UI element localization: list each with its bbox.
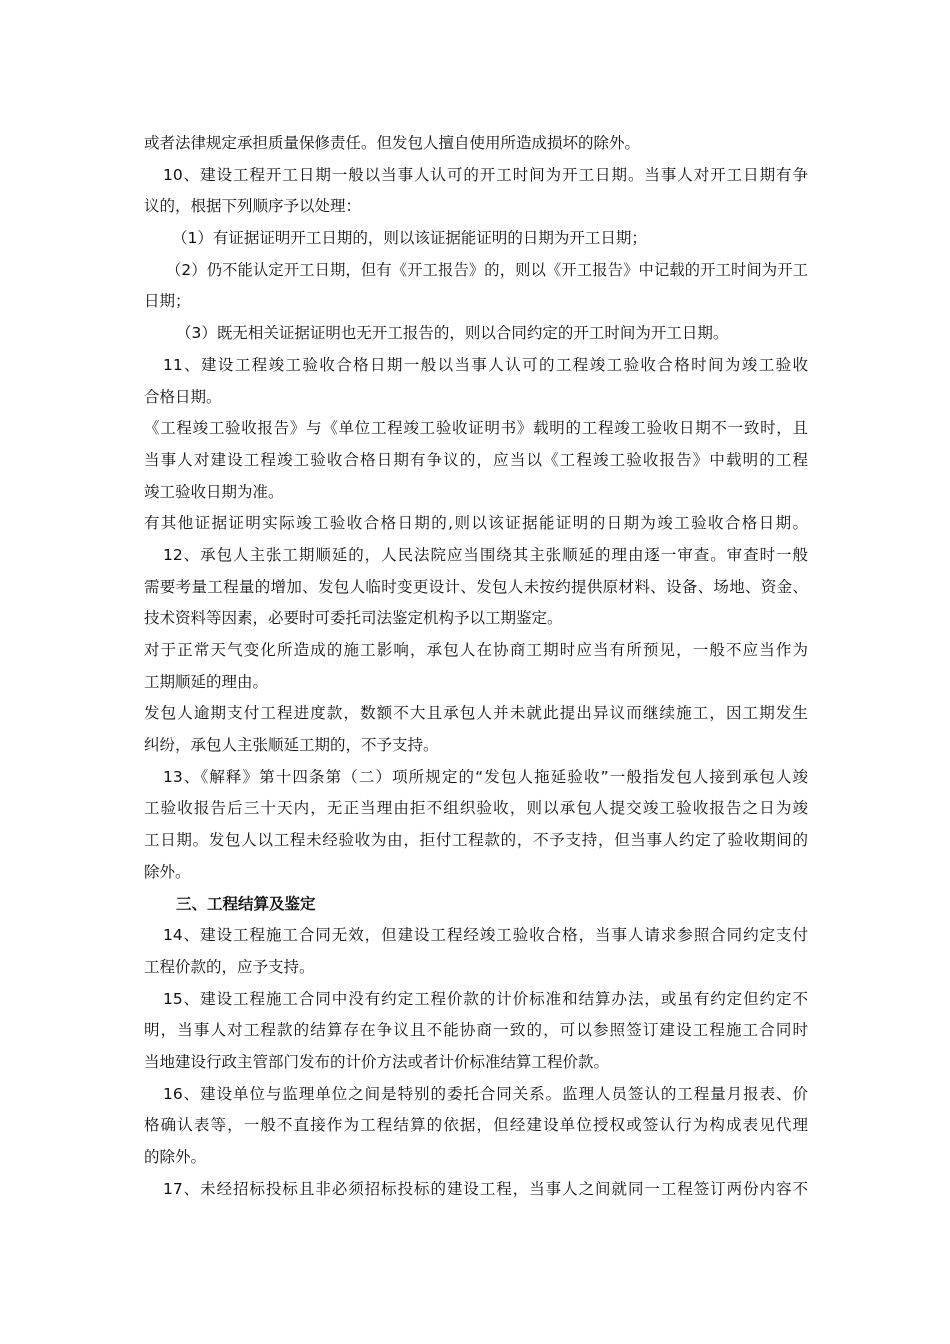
paragraph-12-line: 12、承包人主张工期顺延的，人民法院应当围绕其主张顺延的理由逐一审查。审查时一般 [163,545,808,564]
text-line: 合格日期。 [144,387,222,406]
text-line: 日期； [144,292,191,311]
text-line: 明，当事人对工程款的结算存在争议且不能协商一致的，可以参照签订建设工程施工合同时 [144,1021,808,1040]
text-line: 除外。 [144,862,191,881]
document-body [144,128,808,1205]
text-line: 发包人逾期支付工程进度款，数额不大且承包人并未就此提出异议而继续施工，因工期发生 [144,704,808,723]
text-line: 工验收报告后三十天内，无正当理由拒不组织验收，则以承包人提交竣工验收报告之日为竣 [144,799,808,818]
paragraph-16-line: 16、建设单位与监理单位之间是特别的委托合同关系。监理人员签认的工程量月报表、价 [163,1084,808,1103]
text-line: 或者法律规定承担质量保修责任。但发包人擅自使用所造成损坏的除外。 [144,134,641,152]
text-line: 技术资料等因素，必要时可委托司法鉴定机构予以工期鉴定。 [144,609,563,628]
paragraph-11-line: 11、建设工程竣工验收合格日期一般以当事人认可的工程竣工验收合格时间为竣工验收 [163,355,808,374]
text-line: 议的，根据下列顺序予以处理： [144,197,362,216]
text-line: 当地建设行政主管部门发布的计价方法或者计价标准结算工程价款。 [144,1052,610,1071]
paragraph-10-line: 10、建设工程开工日期一般以当事人认可的开工时间为开工日期。当事人对开工日期有争 [163,165,808,184]
text-line: 对于正常天气变化所造成的施工影响，承包人在协商工期时应当有所预见，一般不应当作为 [144,641,808,659]
paragraph-13-line: 13、《解释》第十四条第（二）项所规定的“发包人拖延验收”一般指发包人接到承包人竣 [163,767,808,786]
paragraph-15-line: 15、建设工程施工合同中没有约定工程价款的计价标准和结算办法，或虽有约定但约定不 [163,989,808,1008]
text-line: 格确认表等，一般不直接作为工程结算的依据，但经建设单位授权或签认行为构成表见代理 [144,1116,808,1135]
section-heading: 三、工程结算及鉴定 [176,894,316,913]
text-line: 工程价款的，应予支持。 [144,957,315,976]
text-line: 工期顺延的理由。 [144,672,269,691]
text-line: 当事人对建设工程竣工验收合格日期有争议的，应当以《工程竣工验收报告》中载明的工程 [144,450,808,469]
list-item-2: （2）仍不能认定开工日期，但有《开工报告》的，则以《开工报告》中记载的开工时间为开工 [166,260,808,279]
text-line: 竣工验收日期为准。 [144,482,284,501]
text-line: 有其他证据证明实际竣工验收合格日期的,则以该证据能证明的日期为竣工验收合格日期。 [144,514,808,533]
text-line: 《工程竣工验收报告》与《单位工程竣工验收证明书》载明的工程竣工验收日期不一致时，且 [144,419,808,438]
text-line: 的除外。 [144,1148,207,1166]
paragraph-14-line: 14、建设工程施工合同无效，但建设工程经竣工验收合格，当事人请求参照合同约定支付 [163,926,808,945]
text-line: 纠纷，承包人主张顺延工期的，不予支持。 [144,736,439,755]
text-line: 需要考量工程量的增加、发包人临时变更设计、发包人未按约提供原材料、设备、场地、资金、 [144,577,808,596]
list-item-3: （3）既无相关证据证明也无开工报告的，则以合同约定的开工时间为开工日期。 [176,324,729,343]
text-line: 工日期。发包人以工程未经验收为由，拒付工程款的，不予支持，但当事人约定了验收期间的 [144,831,808,850]
paragraph-17-line: 17、未经招标投标且非必须招标投标的建设工程，当事人之间就同一工程签订两份内容不 [163,1179,808,1198]
list-item-1: （1）有证据证明开工日期的，则以该证据能证明的日期为开工日期； [172,229,647,248]
